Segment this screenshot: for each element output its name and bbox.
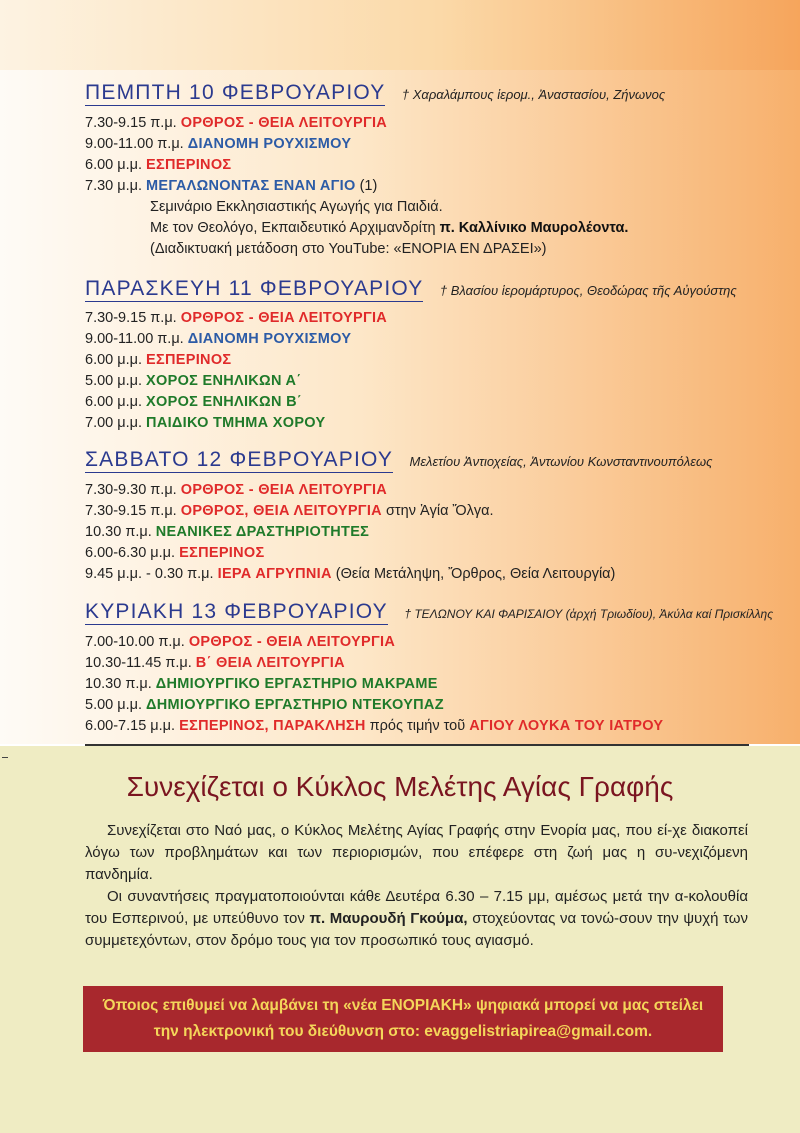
event-row [85, 414, 325, 433]
event-time: 6.00 μ.μ. [85, 394, 147, 410]
event-time: 7.30-9.15 π.μ. [85, 503, 181, 519]
event-title: ΟΡΘΡΟΣ - ΘΕΙΑ ΛΕΙΤΟΥΡΓΙΑ [180, 310, 388, 326]
event-title: ΙΕΡΑ ΑΓΡΥΠΝΙΑ [217, 566, 332, 582]
day-section-friday [0, 270, 800, 440]
event-time: 9.45 μ.μ. - 0.30 π.μ. [85, 566, 218, 582]
event-title: ΔΙΑΝΟΜΗ ΡΟΥΧΙΣΜΟΥ [187, 331, 352, 347]
margin-mark [2, 757, 8, 758]
event-title: ΟΡΘΡΟΣ, ΘΕΙΑ ΛΕΙΤΟΥΡΓΙΑ [180, 503, 382, 519]
paragraph-text: Συνεχίζεται στο Ναό μας, ο Κύκλος Μελέτης Αγίας Γραφής στην Ενορία μας, που εί-χε διακοπεί λόγω των προβλημάτων και των περιορισμών, που επέφερε στη ζωή μας η συ-νεχιζόμενη πανδημία. [85, 822, 748, 883]
event-row [85, 177, 377, 196]
day-saint: † Χαραλάμπους ἱερομ., Ἀναστασίου, Ζήνωνος [401, 87, 666, 102]
event-title: ΔΗΜΙΟΥΡΓΙΚΟ ΕΡΓΑΣΤΗΡΙΟ ΝΤΕΚΟΥΠΑΖ [146, 697, 444, 713]
event-row [85, 675, 438, 694]
event-row [85, 565, 615, 584]
event-title: ΟΡΘΡΟΣ - ΘΕΙΑ ΛΕΙΤΟΥΡΓΙΑ [180, 115, 388, 131]
event-row [85, 156, 231, 175]
event-title: ΕΣΠΕΡΙΝΟΣ [146, 157, 232, 173]
event-time: 7.00-10.00 π.μ. [85, 634, 189, 650]
event-time: 7.30 μ.μ. [85, 178, 147, 194]
paragraph-text-b: στοχεύοντας να τονώ-σουν την ψυχή των συμμετεχόντων, στον δρόμο τους για τον προσωπικό τους αγιασμό. [85, 910, 748, 949]
event-title: ΠΑΙΔΙΚΟ ΤΜΗΜΑ ΧΟΡΟΥ [146, 415, 326, 431]
event-time: 6.00 μ.μ. [85, 352, 147, 368]
event-row [85, 351, 231, 370]
event-time: 10.30 π.μ. [85, 524, 156, 540]
event-row [85, 481, 387, 500]
event-row [85, 544, 264, 563]
event-time: 5.00 μ.μ. [85, 373, 147, 389]
day-saint: Μελετίου Ἀντιοχείας, Ἀντωνίου Κωνσταντινουπόλεως [409, 454, 713, 469]
event-title: ΧΟΡΟΣ ΕΝΗΛΙΚΩΝ Β΄ [146, 394, 302, 410]
day-saint: † ΤΕΛΩΝΟΥ ΚΑΙ ΦΑΡΙΣΑΙΟΥ (ἀρχή Τριωδίου), Ἀκύλα καί Πρισκίλλης [404, 607, 774, 621]
event-time: 7.30-9.15 π.μ. [85, 310, 181, 326]
event-row [85, 696, 444, 715]
event-row [85, 309, 387, 328]
day-section-saturday [0, 440, 800, 592]
day-header [85, 448, 712, 472]
event-row [85, 393, 302, 412]
event-row [85, 523, 369, 542]
day-header [85, 81, 665, 105]
event-title: ΕΣΠΕΡΙΝΟΣ, ΠΑΡΑΚΛΗΣΗ [179, 718, 366, 734]
event-title: ΔΙΑΝΟΜΗ ΡΟΥΧΙΣΜΟΥ [187, 136, 352, 152]
bible-study-title: Συνεχίζεται ο Κύκλος Μελέτης Αγίας Γραφής [126, 771, 674, 802]
event-note [150, 219, 628, 238]
event-title: ΟΡΘΡΟΣ - ΘΕΙΑ ΛΕΙΤΟΥΡΓΙΑ [188, 634, 396, 650]
day-section-thursday [0, 70, 800, 270]
event-time: 7.30-9.30 π.μ. [85, 482, 181, 498]
event-time: 9.00-11.00 π.μ. [85, 331, 188, 347]
day-name: ΣΑΒΒΑΤΟ 12 ΦΕΒΡΟΥΑΡΙΟΥ [85, 448, 394, 471]
event-title: ΜΕΓΑΛΩΝΟΝΤΑΣ ΕΝΑΝ ΑΓΙΟ [146, 178, 356, 194]
day-header [85, 600, 773, 624]
event-row [85, 502, 494, 521]
event-time: 6.00-7.15 μ.μ. [85, 718, 180, 734]
event-row [85, 633, 395, 652]
event-time: 9.00-11.00 π.μ. [85, 136, 188, 152]
event-title: ΕΣΠΕΡΙΝΟΣ [146, 352, 232, 368]
event-row [85, 114, 387, 133]
newsletter-notice [83, 986, 723, 1052]
event-time: 10.30 π.μ. [85, 676, 156, 692]
event-suffix: πρός τιμήν τοῦ [365, 718, 470, 734]
event-title: Β΄ ΘΕΙΑ ΛΕΙΤΟΥΡΓΙΑ [195, 655, 345, 671]
event-row [85, 372, 301, 391]
notice-line-2: την ηλεκτρονική του διεύθυνση στο: evaggelistriapirea@gmail.com. [153, 1023, 653, 1040]
event-row [85, 654, 345, 673]
day-name: ΚΥΡΙΑΚΗ 13 ΦΕΒΡΟΥΑΡΙΟΥ [85, 600, 388, 623]
event-time: 7.00 μ.μ. [85, 415, 147, 431]
day-name: ΠΑΡΑΣΚΕΥΗ 11 ΦΕΒΡΟΥΑΡΙΟΥ [85, 277, 424, 300]
event-title: ΕΣΠΕΡΙΝΟΣ [179, 545, 265, 561]
event-suffix: (Θεία Μετάληψη, Ὄρθρος, Θεία Λειτουργία) [331, 566, 616, 582]
event-suffix: στην Ἁγία Ὄλγα. [381, 503, 494, 519]
bible-study-paragraph-1 [85, 820, 748, 886]
day-section-sunday [0, 592, 800, 744]
top-band [0, 0, 800, 70]
event-title: ΟΡΘΡΟΣ - ΘΕΙΑ ΛΕΙΤΟΥΡΓΙΑ [180, 482, 388, 498]
event-title: ΔΗΜΙΟΥΡΓΙΚΟ ΕΡΓΑΣΤΗΡΙΟ ΜΑΚΡΑΜΕ [155, 676, 438, 692]
event-time: 5.00 μ.μ. [85, 697, 147, 713]
event-time: 6.00-6.30 μ.μ. [85, 545, 180, 561]
paragraph-text [85, 886, 748, 952]
event-note-bold: π. Καλλίνικο Μαυρολέοντα. [439, 220, 629, 236]
day-header [85, 277, 737, 301]
event-row [85, 135, 351, 154]
event-time: 10.30-11.45 π.μ. [85, 655, 196, 671]
bible-study-paragraph-2 [85, 886, 748, 952]
event-note-text: Με τον Θεολόγο, Εκπαιδευτικό Αρχιμανδρίτη [150, 220, 440, 236]
event-time: 7.30-9.15 π.μ. [85, 115, 181, 131]
day-saint: † Βλασίου ἱερομάρτυρος, Θεοδώρας τῆς Αὐγούστης [439, 283, 737, 298]
paragraph-text-a: Οι συναντήσεις πραγματοποιούνται κάθε Δευτέρα 6.30 – 7.15 μμ, αμέσως μετά την α-κολουθία του Εσπερινού, με υπεύθυνο τον [85, 888, 748, 927]
event-note: Σεμινάριο Εκκλησιαστικής Αγωγής για Παιδιά. [150, 199, 443, 215]
event-title-secondary: ΑΓΙΟΥ ΛΟΥΚΑ ΤΟΥ ΙΑΤΡΟΥ [469, 718, 664, 734]
event-title: ΝΕΑΝΙΚΕΣ ΔΡΑΣΤΗΡΙΟΤΗΤΕΣ [155, 524, 370, 540]
event-row [85, 717, 663, 736]
event-note: (Διαδικτυακή μετάδοση στο YouTube: «ΕΝΟΡΙΑ ΕΝ ΔΡΑΣΕΙ») [150, 241, 547, 257]
event-title: ΧΟΡΟΣ ΕΝΗΛΙΚΩΝ Α΄ [146, 373, 302, 389]
priest-name: π. Μαυρουδή Γκούμα, [309, 910, 468, 927]
event-time: 6.00 μ.μ. [85, 157, 147, 173]
event-row [85, 330, 351, 349]
event-suffix: (1) [355, 178, 378, 194]
notice-line-1: Όποιος επιθυμεί να λαμβάνει τη «νέα ΕΝΟΡΙΑΚΗ» ψηφιακά μπορεί να μας στείλει [102, 997, 704, 1014]
day-name: ΠΕΜΠΤΗ 10 ΦΕΒΡΟΥΑΡΙΟΥ [85, 81, 386, 104]
